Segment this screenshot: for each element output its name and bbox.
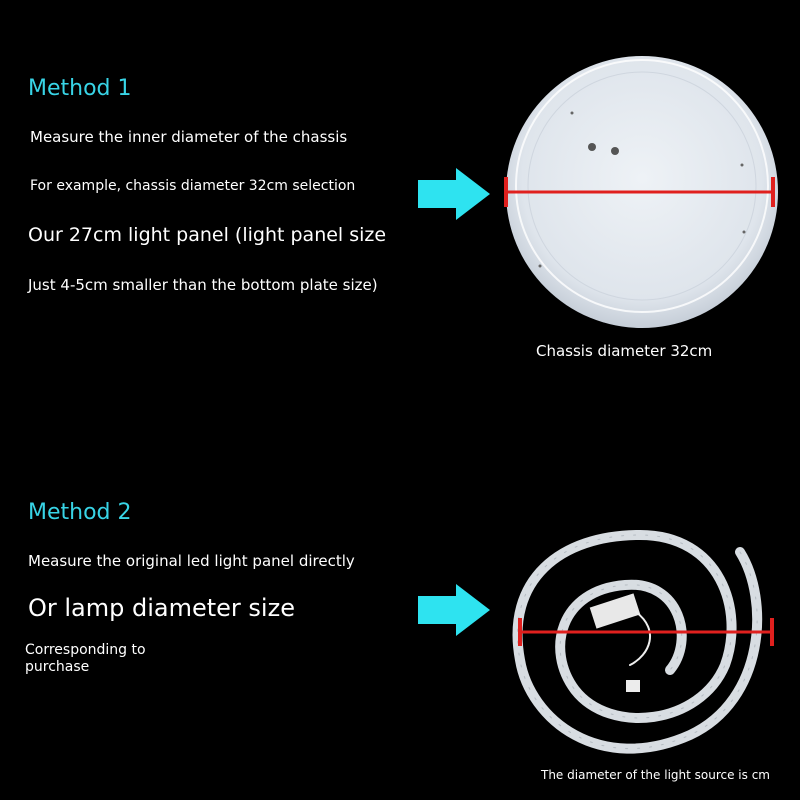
method1-line2: For example, chassis diameter 32cm selection: [30, 178, 356, 194]
right-arrow-icon: [418, 584, 490, 636]
method2-heading: Method 2: [28, 500, 132, 525]
right-arrow-icon: [418, 168, 490, 220]
chassis-caption: Chassis diameter 32cm: [536, 342, 713, 360]
light-source-caption: The diameter of the light source is cm: [541, 768, 770, 782]
method2-line3a: Corresponding to: [25, 642, 146, 658]
method2-line3b: purchase: [25, 659, 90, 675]
method2-line1: Measure the original led light panel directly: [28, 552, 355, 570]
method1-heading: Method 1: [28, 76, 132, 101]
method1-line1: Measure the inner diameter of the chassis: [30, 128, 348, 146]
led-spiral-image: [518, 535, 758, 749]
method1-line4: Just 4-5cm smaller than the bottom plate size): [28, 276, 378, 294]
method2-line2: Or lamp diameter size: [28, 594, 295, 622]
method1-line3: Our 27cm light panel (light panel size: [28, 224, 387, 246]
